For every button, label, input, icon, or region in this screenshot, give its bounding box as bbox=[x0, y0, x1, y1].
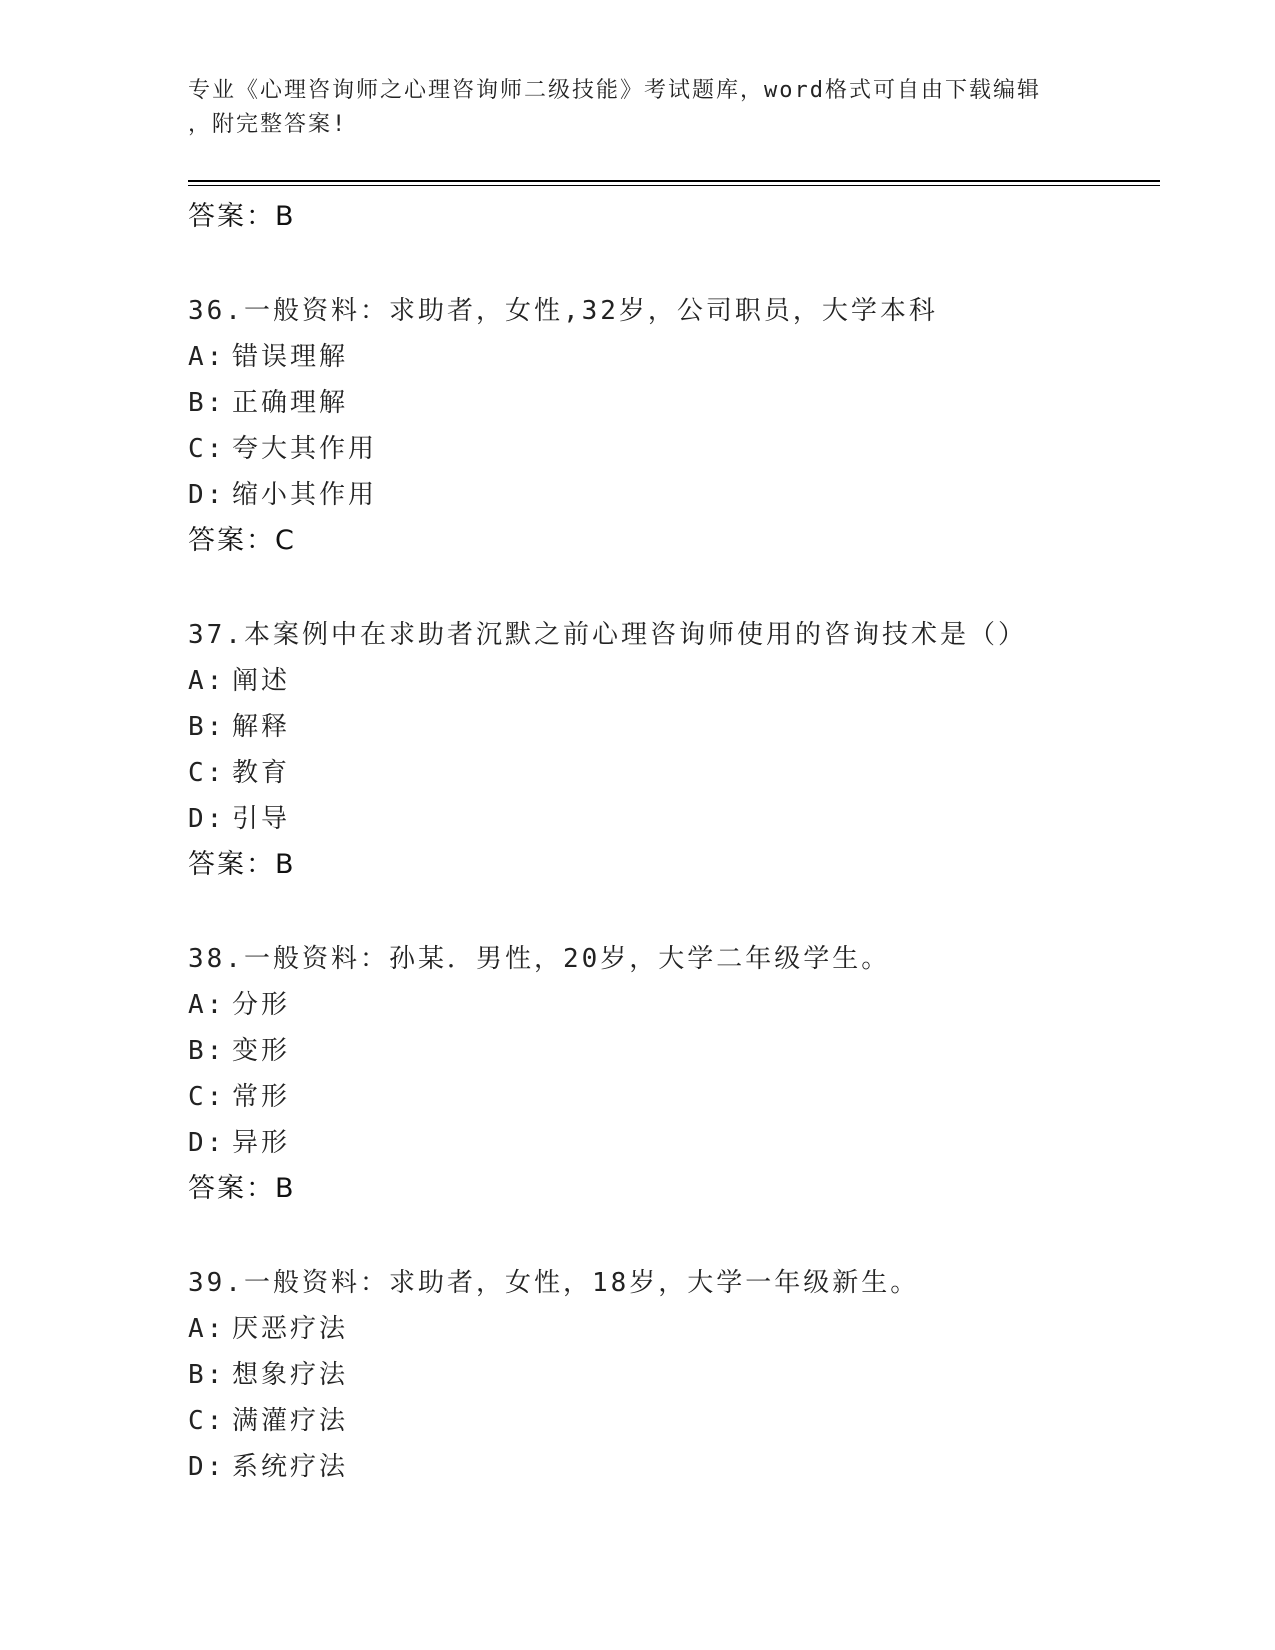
option-text: 厌恶疗法 bbox=[232, 1314, 349, 1344]
option-text: 引导 bbox=[232, 804, 291, 834]
question-title: 38.一般资料：孙某．男性，20岁，大学二年级学生。 bbox=[188, 944, 891, 974]
option-key: B: bbox=[188, 1036, 226, 1066]
option-key: A: bbox=[188, 666, 226, 696]
question-title: 39.一般资料：求助者，女性，18岁，大学一年级新生。 bbox=[188, 1268, 920, 1298]
option-key: B: bbox=[188, 388, 226, 418]
option-text: 解释 bbox=[232, 712, 291, 742]
question-38 bbox=[188, 936, 1168, 1212]
option-key: A: bbox=[188, 990, 226, 1020]
option-key: A: bbox=[188, 342, 226, 372]
option-d bbox=[188, 1120, 1168, 1166]
question-title: 36.一般资料：求助者，女性,32岁，公司职员，大学本科 bbox=[188, 296, 938, 326]
option-text: 夸大其作用 bbox=[232, 434, 378, 464]
option-b bbox=[188, 1028, 1168, 1074]
option-text: 异形 bbox=[232, 1128, 291, 1158]
option-c bbox=[188, 426, 1168, 472]
question-36 bbox=[188, 288, 1168, 564]
option-a bbox=[188, 658, 1168, 704]
question-39 bbox=[188, 1260, 1168, 1490]
option-key: C: bbox=[188, 758, 226, 788]
header-line-2: ，附完整答案! bbox=[188, 112, 348, 137]
option-b bbox=[188, 704, 1168, 750]
header-divider-thick bbox=[188, 180, 1160, 182]
option-b bbox=[188, 380, 1168, 426]
option-a bbox=[188, 982, 1168, 1028]
option-text: 常形 bbox=[232, 1082, 291, 1112]
answer-line: 答案：B bbox=[188, 849, 296, 880]
option-c bbox=[188, 750, 1168, 796]
option-key: C: bbox=[188, 1406, 226, 1436]
option-key: B: bbox=[188, 1360, 226, 1390]
option-key: A: bbox=[188, 1314, 226, 1344]
option-key: C: bbox=[188, 434, 226, 464]
option-text: 缩小其作用 bbox=[232, 480, 378, 510]
question-title: 37.本案例中在求助者沉默之前心理咨询师使用的咨询技术是（） bbox=[188, 620, 1027, 650]
option-text: 满灌疗法 bbox=[232, 1406, 349, 1436]
document-header bbox=[188, 74, 1088, 142]
option-key: D: bbox=[188, 1128, 226, 1158]
option-key: D: bbox=[188, 804, 226, 834]
answer-line: 答案：B bbox=[188, 201, 296, 232]
option-a bbox=[188, 1306, 1168, 1352]
option-text: 分形 bbox=[232, 990, 291, 1020]
option-text: 系统疗法 bbox=[232, 1452, 349, 1482]
header-divider-thin bbox=[188, 185, 1160, 186]
option-c bbox=[188, 1398, 1168, 1444]
option-text: 想象疗法 bbox=[232, 1360, 349, 1390]
option-key: B: bbox=[188, 712, 226, 742]
option-c bbox=[188, 1074, 1168, 1120]
option-key: D: bbox=[188, 1452, 226, 1482]
answer-line: 答案：C bbox=[188, 525, 296, 556]
answer-line: 答案：B bbox=[188, 1173, 296, 1204]
option-a bbox=[188, 334, 1168, 380]
header-line-1: 专业《心理咨询师之心理咨询师二级技能》考试题库，word格式可自由下载编辑 bbox=[188, 78, 1041, 103]
option-d bbox=[188, 472, 1168, 518]
option-text: 阐述 bbox=[232, 666, 291, 696]
option-text: 正确理解 bbox=[232, 388, 349, 418]
option-d bbox=[188, 796, 1168, 842]
option-key: D: bbox=[188, 480, 226, 510]
option-text: 教育 bbox=[232, 758, 291, 788]
option-key: C: bbox=[188, 1082, 226, 1112]
option-text: 错误理解 bbox=[232, 342, 349, 372]
option-text: 变形 bbox=[232, 1036, 291, 1066]
option-d bbox=[188, 1444, 1168, 1490]
question-37 bbox=[188, 612, 1168, 888]
question-list bbox=[188, 194, 1168, 1490]
option-b bbox=[188, 1352, 1168, 1398]
